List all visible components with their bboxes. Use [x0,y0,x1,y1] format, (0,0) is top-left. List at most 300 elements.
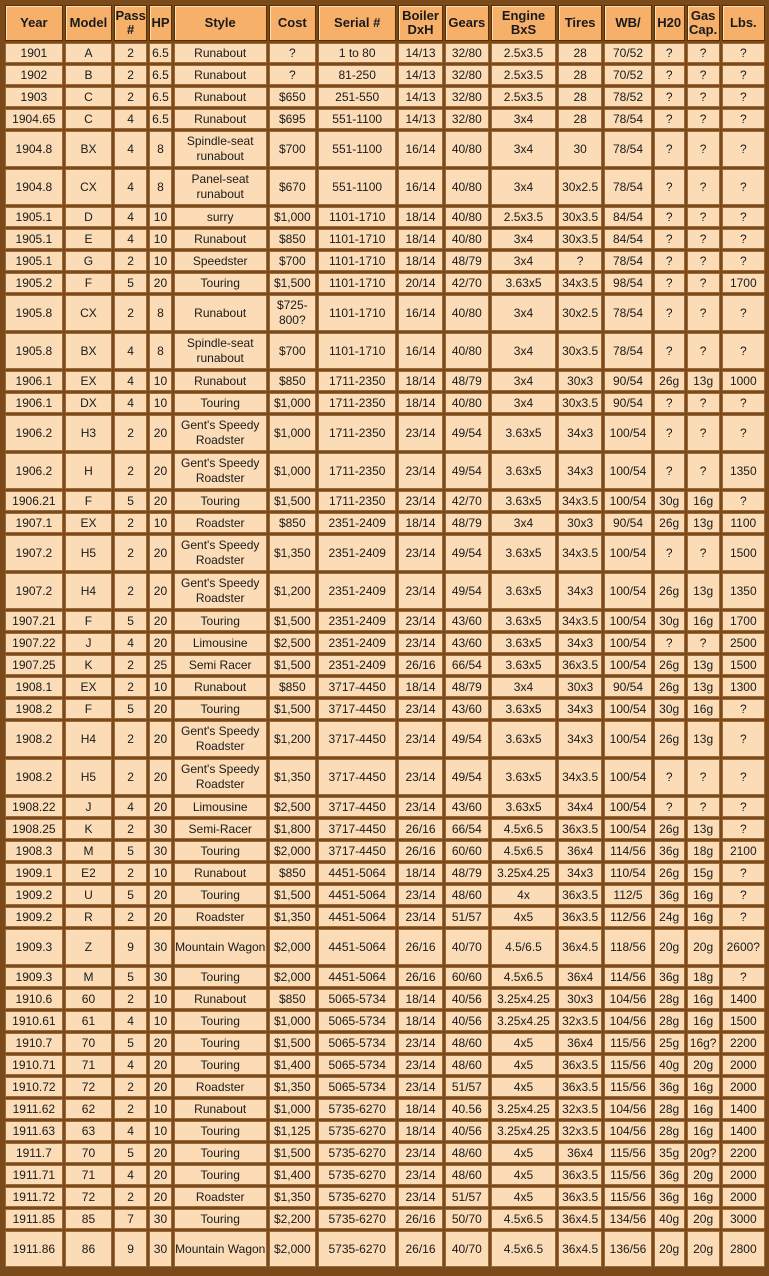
cell-lbs: 1000 [722,371,765,391]
cell-engine: 3.63x5 [491,759,556,795]
cell-wb: 70/52 [604,65,651,85]
table-row [5,43,765,63]
cell-gears: 60/60 [445,967,489,987]
cell-boiler: 14/13 [398,87,442,107]
cell-tires: 36x4.5 [558,1209,602,1229]
cell-cost: $1,200 [269,721,316,757]
cell-lbs: 2100 [722,841,765,861]
cell-gears: 48/79 [445,251,489,271]
column-header-style: Style [174,5,267,41]
cell-engine: 3.25x4.25 [491,1121,556,1141]
cell-gears: 51/57 [445,1187,489,1207]
cell-serial: 2351-2409 [318,655,396,675]
cell-hp: 6.5 [149,87,172,107]
cell-serial: 1101-1710 [318,207,396,227]
cell-cost: $850 [269,371,316,391]
cell-engine: 3.63x5 [491,721,556,757]
cell-boiler: 16/14 [398,295,442,331]
cell-pass: 2 [114,65,147,85]
cell-boiler: 18/14 [398,989,442,1009]
cell-model: K [65,655,112,675]
cell-gears: 40/56 [445,989,489,1009]
cell-lbs: ? [722,207,765,227]
cell-pass: 2 [114,907,147,927]
cell-style: Touring [174,967,267,987]
cell-cost: $1,000 [269,1099,316,1119]
cell-engine: 3.25x4.25 [491,989,556,1009]
column-header-hp: HP [149,5,172,41]
cell-model: H3 [65,415,112,451]
cell-gas-cap: 20g? [687,1143,720,1163]
table-row [5,573,765,609]
cell-cost: $650 [269,87,316,107]
cell-model: 71 [65,1055,112,1075]
cell-serial: 2351-2409 [318,535,396,571]
cell-hp: 20 [149,1187,172,1207]
cell-style: Runabout [174,371,267,391]
cell-lbs: 2800 [722,1231,765,1267]
cell-pass: 4 [114,633,147,653]
cell-boiler: 23/14 [398,1055,442,1075]
cell-cost: $2,500 [269,633,316,653]
cell-cost: $1,500 [269,611,316,631]
cell-engine: 4x [491,885,556,905]
cell-gas-cap: 13g [687,371,720,391]
cell-serial: 1101-1710 [318,273,396,293]
cell-tires: 32x3.5 [558,1011,602,1031]
cell-serial: 5065-5734 [318,1011,396,1031]
cell-gears: 32/80 [445,65,489,85]
cell-model: 86 [65,1231,112,1267]
cell-engine: 3.25x4.25 [491,1099,556,1119]
cell-model: E2 [65,863,112,883]
table-header [5,5,765,41]
cell-engine: 3x4 [491,393,556,413]
cell-gears: 50/70 [445,1209,489,1229]
cell-pass: 9 [114,929,147,965]
cell-h20: ? [654,393,685,413]
cell-year: 1910.72 [5,1077,63,1097]
cell-model: R [65,907,112,927]
cell-hp: 30 [149,841,172,861]
cell-cost: $2,000 [269,929,316,965]
cell-wb: 84/54 [604,229,651,249]
cell-boiler: 18/14 [398,1011,442,1031]
cell-tires: 34x3.5 [558,491,602,511]
cell-boiler: 23/14 [398,885,442,905]
cell-gas-cap: 20g [687,1165,720,1185]
cell-boiler: 23/14 [398,907,442,927]
cell-boiler: 18/14 [398,1121,442,1141]
cell-wb: 100/54 [604,415,651,451]
cell-boiler: 23/14 [398,1077,442,1097]
cell-engine: 3.63x5 [491,797,556,817]
cell-lbs: ? [722,699,765,719]
cell-serial: 4451-5064 [318,967,396,987]
cell-h20: 26g [654,371,685,391]
cell-hp: 10 [149,1121,172,1141]
cell-year: 1905.1 [5,229,63,249]
cell-year: 1910.71 [5,1055,63,1075]
cell-serial: 3717-4450 [318,677,396,697]
cell-h20: ? [654,43,685,63]
cell-style: Semi-Racer [174,819,267,839]
cell-cost: $725-800? [269,295,316,331]
cell-gas-cap: 16g [687,1099,720,1119]
cell-model: EX [65,677,112,697]
cell-h20: 30g [654,699,685,719]
cell-serial: 5735-6270 [318,1143,396,1163]
cell-gears: 43/60 [445,699,489,719]
cell-hp: 30 [149,1209,172,1229]
cell-cost: $2,000 [269,841,316,861]
cell-pass: 4 [114,109,147,129]
cell-serial: 251-550 [318,87,396,107]
cell-engine: 4x5 [491,1055,556,1075]
cell-tires: 34x3 [558,573,602,609]
cell-gas-cap: 16g [687,611,720,631]
cell-model: H5 [65,535,112,571]
cell-year: 1905.1 [5,251,63,271]
cell-gas-cap: 13g [687,513,720,533]
cell-year: 1909.3 [5,929,63,965]
cell-tires: 30x3 [558,989,602,1009]
cell-boiler: 26/16 [398,929,442,965]
cell-serial: 5735-6270 [318,1231,396,1267]
cell-style: Touring [174,1121,267,1141]
cell-lbs: 1400 [722,1121,765,1141]
cell-model: G [65,251,112,271]
cell-lbs: 1350 [722,453,765,489]
table-row [5,109,765,129]
cell-wb: 115/56 [604,1165,651,1185]
cell-serial: 1711-2350 [318,453,396,489]
cell-serial: 2351-2409 [318,573,396,609]
cell-gears: 49/54 [445,721,489,757]
cell-gas-cap: ? [687,415,720,451]
cell-boiler: 16/14 [398,169,442,205]
cell-gas-cap: 13g [687,655,720,675]
cell-serial: 2351-2409 [318,633,396,653]
cell-pass: 2 [114,295,147,331]
cell-serial: 3717-4450 [318,759,396,795]
cell-engine: 3.63x5 [491,491,556,511]
cell-serial: 5065-5734 [318,1077,396,1097]
cell-wb: 115/56 [604,1143,651,1163]
cell-gears: 40/56 [445,1011,489,1031]
cell-engine: 3x4 [491,677,556,697]
column-header-year: Year [5,5,63,41]
cell-gears: 49/54 [445,415,489,451]
cell-model: C [65,87,112,107]
cell-cost: $1,000 [269,415,316,451]
cell-tires: 30x3.5 [558,393,602,413]
cell-serial: 2351-2409 [318,513,396,533]
cell-wb: 98/54 [604,273,651,293]
cell-hp: 20 [149,797,172,817]
cell-gears: 40/80 [445,229,489,249]
cell-gears: 40/70 [445,929,489,965]
cell-model: Z [65,929,112,965]
cell-engine: 4.5x6.5 [491,819,556,839]
cell-lbs: ? [722,907,765,927]
cell-gears: 40/80 [445,131,489,167]
cell-boiler: 26/16 [398,1231,442,1267]
cell-pass: 4 [114,1165,147,1185]
cell-boiler: 23/14 [398,633,442,653]
cell-tires: 32x3.5 [558,1121,602,1141]
table-row [5,393,765,413]
cell-hp: 20 [149,415,172,451]
cell-engine: 4.5x6.5 [491,841,556,861]
cell-cost: $2,500 [269,797,316,817]
cell-style: Gent's Speedy Roadster [174,573,267,609]
cell-style: Touring [174,699,267,719]
cell-boiler: 23/14 [398,1187,442,1207]
cell-cost: $1,500 [269,1033,316,1053]
cell-h20: 26g [654,721,685,757]
cell-serial: 3717-4450 [318,819,396,839]
column-header-engine: Engine BxS [491,5,556,41]
cell-pass: 4 [114,207,147,227]
cell-boiler: 18/14 [398,513,442,533]
cell-year: 1904.65 [5,109,63,129]
cell-h20: 30g [654,611,685,631]
cell-h20: ? [654,87,685,107]
cell-engine: 3.63x5 [491,699,556,719]
cell-gas-cap: 16g? [687,1033,720,1053]
cell-wb: 134/56 [604,1209,651,1229]
cell-h20: 28g [654,989,685,1009]
cell-engine: 2.5x3.5 [491,207,556,227]
cell-serial: 5735-6270 [318,1165,396,1185]
cell-gas-cap: ? [687,295,720,331]
cell-tires: 32x3.5 [558,1099,602,1119]
cell-gas-cap: 18g [687,841,720,861]
cell-pass: 4 [114,229,147,249]
cell-gears: 48/60 [445,1143,489,1163]
cell-year: 1909.2 [5,907,63,927]
cell-serial: 551-1100 [318,169,396,205]
cell-pass: 2 [114,415,147,451]
cell-h20: ? [654,759,685,795]
cell-style: Runabout [174,295,267,331]
cell-tires: 28 [558,109,602,129]
column-header-tires: Tires [558,5,602,41]
cell-h20: 28g [654,1099,685,1119]
table-row [5,65,765,85]
cell-hp: 20 [149,1165,172,1185]
cell-style: Roadster [174,1077,267,1097]
cell-cost: $1,400 [269,1165,316,1185]
cell-hp: 10 [149,393,172,413]
cell-h20: 25g [654,1033,685,1053]
cell-serial: 1711-2350 [318,371,396,391]
cell-h20: ? [654,65,685,85]
cell-engine: 3x4 [491,251,556,271]
cell-h20: ? [654,415,685,451]
cell-pass: 4 [114,169,147,205]
cell-serial: 551-1100 [318,109,396,129]
cell-boiler: 23/14 [398,1143,442,1163]
cell-serial: 5065-5734 [318,1033,396,1053]
cell-wb: 114/56 [604,841,651,861]
column-header-boiler: Boiler DxH [398,5,442,41]
cell-gears: 48/79 [445,677,489,697]
cell-model: M [65,967,112,987]
table-row [5,295,765,331]
cell-gas-cap: ? [687,169,720,205]
cell-wb: 100/54 [604,535,651,571]
cell-hp: 20 [149,1055,172,1075]
cell-year: 1911.62 [5,1099,63,1119]
cell-style: Runabout [174,863,267,883]
cell-boiler: 14/13 [398,109,442,129]
cell-h20: ? [654,131,685,167]
cell-cost: $1,000 [269,1011,316,1031]
cell-boiler: 23/14 [398,1165,442,1185]
cell-boiler: 14/13 [398,65,442,85]
cell-year: 1905.8 [5,333,63,369]
table-row [5,759,765,795]
table-row [5,333,765,369]
cell-wb: 78/54 [604,169,651,205]
cell-year: 1907.2 [5,573,63,609]
cell-pass: 5 [114,273,147,293]
cell-engine: 4x5 [491,1033,556,1053]
cell-hp: 10 [149,207,172,227]
cell-tires: 30 [558,131,602,167]
cell-gears: 32/80 [445,87,489,107]
cell-hp: 20 [149,633,172,653]
cell-pass: 2 [114,989,147,1009]
table-row [5,251,765,271]
cell-wb: 100/54 [604,655,651,675]
cell-gears: 48/60 [445,1055,489,1075]
cell-cost: $1,500 [269,1143,316,1163]
cell-hp: 10 [149,1099,172,1119]
cell-cost: $695 [269,109,316,129]
cell-pass: 2 [114,453,147,489]
cell-gears: 40.56 [445,1099,489,1119]
cell-lbs: ? [722,491,765,511]
cell-tires: 30x3.5 [558,207,602,227]
cell-tires: 36x4 [558,1033,602,1053]
cell-engine: 3x4 [491,169,556,205]
cell-model: CX [65,169,112,205]
table-row [5,273,765,293]
cell-lbs: 1500 [722,655,765,675]
cell-hp: 20 [149,759,172,795]
cell-gas-cap: 13g [687,819,720,839]
cell-year: 1906.1 [5,371,63,391]
cell-gears: 40/70 [445,1231,489,1267]
cell-wb: 90/54 [604,513,651,533]
cell-lbs: 3000 [722,1209,765,1229]
cell-tires: 30x3 [558,371,602,391]
cell-pass: 5 [114,967,147,987]
cell-tires: 34x3 [558,415,602,451]
cell-wb: 112/5 [604,885,651,905]
cell-lbs: ? [722,415,765,451]
cell-gas-cap: 18g [687,967,720,987]
cell-h20: 26g [654,655,685,675]
cell-wb: 136/56 [604,1231,651,1267]
cell-lbs: 1500 [722,535,765,571]
cell-wb: 112/56 [604,907,651,927]
cell-gas-cap: ? [687,229,720,249]
cell-gas-cap: 20g [687,1055,720,1075]
cell-cost: $1,800 [269,819,316,839]
cell-cost: $1,000 [269,453,316,489]
cell-hp: 10 [149,989,172,1009]
cell-tires: 30x3 [558,513,602,533]
cell-engine: 4x5 [491,1187,556,1207]
cell-wb: 100/54 [604,797,651,817]
cell-model: 70 [65,1033,112,1053]
cell-year: 1906.2 [5,453,63,489]
cell-pass: 2 [114,863,147,883]
column-header-cost: Cost [269,5,316,41]
cell-pass: 2 [114,43,147,63]
cell-gears: 49/54 [445,759,489,795]
cell-pass: 5 [114,1143,147,1163]
cell-serial: 3717-4450 [318,841,396,861]
cell-hp: 6.5 [149,43,172,63]
cell-model: EX [65,513,112,533]
cell-cost: $1,125 [269,1121,316,1141]
cell-gears: 42/70 [445,491,489,511]
cell-year: 1906.1 [5,393,63,413]
cell-hp: 10 [149,251,172,271]
cell-style: Runabout [174,989,267,1009]
cell-serial: 1711-2350 [318,393,396,413]
cell-h20: 40g [654,1209,685,1229]
cell-model: CX [65,295,112,331]
cell-h20: 36g [654,967,685,987]
cell-hp: 10 [149,863,172,883]
cell-engine: 3.63x5 [491,611,556,631]
cell-model: F [65,699,112,719]
table-row [5,841,765,861]
cell-year: 1910.7 [5,1033,63,1053]
cell-pass: 5 [114,491,147,511]
cell-tires: 34x3.5 [558,273,602,293]
cell-pass: 2 [114,251,147,271]
cell-boiler: 23/14 [398,491,442,511]
cell-lbs: ? [722,967,765,987]
cell-cost: $2,200 [269,1209,316,1229]
cell-year: 1907.2 [5,535,63,571]
cell-style: Gent's Speedy Roadster [174,759,267,795]
cell-style: Touring [174,1143,267,1163]
cell-hp: 20 [149,535,172,571]
cell-hp: 8 [149,169,172,205]
cell-hp: 20 [149,699,172,719]
cell-cost: $700 [269,131,316,167]
cell-model: 63 [65,1121,112,1141]
header-row [5,5,765,41]
cell-gas-cap: ? [687,633,720,653]
cell-tires: 36x3.5 [558,655,602,675]
cell-h20: ? [654,633,685,653]
cell-pass: 4 [114,333,147,369]
cell-tires: 36x3.5 [558,1165,602,1185]
cell-gears: 49/54 [445,573,489,609]
cell-hp: 10 [149,229,172,249]
cell-cost: $1,350 [269,759,316,795]
cell-serial: 1711-2350 [318,415,396,451]
